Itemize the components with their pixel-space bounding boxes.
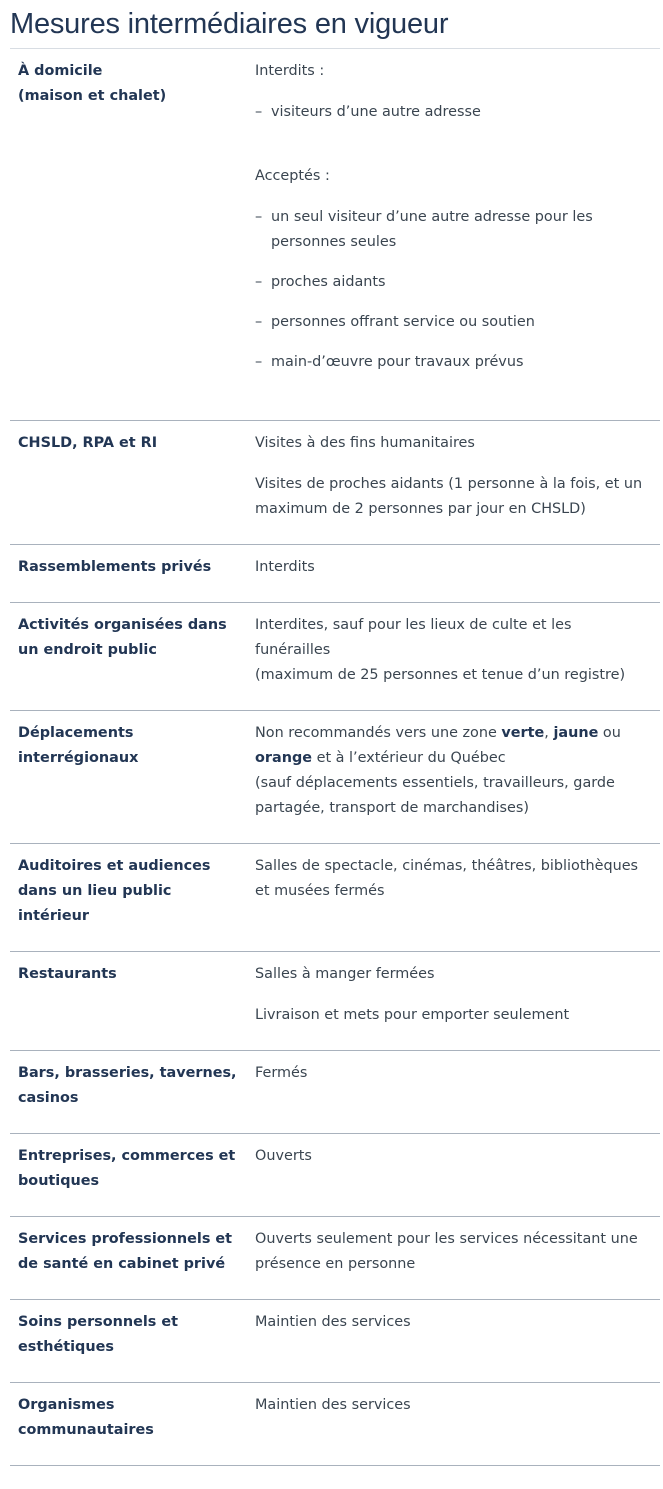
list-item-text: visiteurs d’une autre adresse [271, 104, 481, 120]
table-row-activites [10, 602, 660, 710]
table-row-domicile [10, 48, 660, 420]
zone-jaune: jaune [553, 725, 599, 741]
table-row-auditoires [10, 843, 660, 951]
row-label-line: casinos [18, 1090, 79, 1106]
table-row-restaurants [10, 951, 660, 1050]
row-label [10, 844, 247, 951]
row-text-line: Interdites, sauf pour les lieux de culte et les [255, 617, 572, 633]
table-row-soins [10, 1299, 660, 1382]
row-label [10, 49, 247, 420]
list-item [255, 270, 654, 295]
table-row-chsld [10, 420, 660, 544]
row-label-line: esthétiques [18, 1339, 114, 1355]
row-text: Maintien des services [255, 1397, 411, 1413]
dash-bullet-icon: – [255, 274, 263, 290]
row-label-line: (maison et chalet) [18, 88, 167, 104]
dash-bullet-icon: – [255, 104, 263, 120]
row-content [247, 952, 660, 1050]
row-content [247, 1051, 660, 1133]
text-fragment: ou [598, 725, 621, 741]
table-row-bars [10, 1050, 660, 1133]
table-row-rassemblements [10, 544, 660, 602]
row-label [10, 1051, 247, 1133]
row-label [10, 952, 247, 1050]
row-text-line [255, 721, 654, 746]
table-row-organismes [10, 1382, 660, 1466]
row-text-line: Salles de spectacle, cinémas, théâtres, bibliothèques [255, 858, 639, 874]
row-text-line: Visites de proches aidants (1 personne à la fois, et un [255, 476, 643, 492]
row-text-line: maximum de 2 personnes par jour en CHSLD) [255, 501, 586, 517]
row-content [247, 545, 660, 602]
list-item [255, 205, 654, 255]
dash-bullet-icon: – [255, 209, 263, 225]
row-label-line: Organismes [18, 1397, 115, 1413]
row-text-line: partagée, transport de marchandises) [255, 800, 529, 816]
row-content [247, 1300, 660, 1382]
row-content [247, 1217, 660, 1299]
table-row-deplacements [10, 710, 660, 843]
list-item-text: personnes seules [271, 234, 397, 250]
row-text-line: présence en personne [255, 1256, 416, 1272]
row-label-line: Soins personnels et [18, 1314, 179, 1330]
zone-orange: orange [255, 750, 313, 766]
row-text-line: Ouverts seulement pour les services nécessitant une [255, 1231, 638, 1247]
row-text [255, 472, 654, 522]
list-item [255, 100, 654, 125]
row-label-line: Déplacements [18, 725, 134, 741]
row-label-line: communautaires [18, 1422, 154, 1438]
table-row-services-pro [10, 1216, 660, 1299]
row-content [247, 1383, 660, 1465]
row-label-line: boutiques [18, 1173, 100, 1189]
row-text: Fermés [255, 1065, 308, 1081]
row-label [10, 603, 247, 710]
row-text-line: funérailles [255, 642, 331, 658]
row-label-line: Activités organisées dans [18, 617, 227, 633]
row-text-line: et musées fermés [255, 883, 385, 899]
list-item-text: personnes offrant service ou soutien [271, 314, 535, 330]
text-fragment: Non recommandés vers une zone [255, 725, 502, 741]
row-label-line: CHSLD, RPA et RI [18, 435, 158, 451]
accepted-list [255, 205, 654, 375]
row-label-line: À domicile [18, 63, 103, 79]
row-label-line: intérieur [18, 908, 89, 924]
forbidden-heading: Interdits : [255, 63, 325, 79]
row-text-line [255, 746, 654, 771]
row-text: Ouverts [255, 1148, 312, 1164]
row-label [10, 1134, 247, 1216]
row-label [10, 1217, 247, 1299]
row-text: Maintien des services [255, 1314, 411, 1330]
row-content [247, 711, 660, 843]
measures-table [10, 48, 660, 1466]
row-label [10, 1383, 247, 1465]
row-label [10, 545, 247, 602]
row-label [10, 421, 247, 544]
row-label-line: dans un lieu public [18, 883, 172, 899]
row-label-line: Services professionnels et [18, 1231, 233, 1247]
row-text-line: (sauf déplacements essentiels, travailleurs, garde [255, 775, 615, 791]
list-item-text: un seul visiteur d’une autre adresse pour les [271, 209, 593, 225]
row-label [10, 711, 247, 843]
zone-verte: verte [501, 725, 545, 741]
row-content [247, 844, 660, 951]
row-label [10, 1300, 247, 1382]
row-label-line: Rassemblements privés [18, 559, 212, 575]
row-label-line: Restaurants [18, 966, 117, 982]
row-label-line: un endroit public [18, 642, 157, 658]
row-label-line: interrégionaux [18, 750, 139, 766]
accepted-heading: Acceptés : [255, 168, 330, 184]
row-label-line: Bars, brasseries, tavernes, [18, 1065, 237, 1081]
text-fragment: et à l’extérieur du Québec [312, 750, 506, 766]
row-text: Visites à des fins humanitaires [255, 435, 475, 451]
row-content [247, 49, 660, 420]
row-label-line: de santé en cabinet privé [18, 1256, 226, 1272]
list-item-text: main-d’œuvre pour travaux prévus [271, 354, 524, 370]
dash-bullet-icon: – [255, 314, 263, 330]
row-label-line: Entreprises, commerces et [18, 1148, 236, 1164]
row-content [247, 603, 660, 710]
forbidden-list [255, 100, 654, 125]
dash-bullet-icon: – [255, 354, 263, 370]
table-row-entreprises [10, 1133, 660, 1216]
row-label-line: Auditoires et audiences [18, 858, 211, 874]
row-text: Interdits [255, 559, 315, 575]
row-text: Livraison et mets pour emporter seulement [255, 1007, 570, 1023]
list-item [255, 350, 654, 375]
row-content [247, 421, 660, 544]
list-item-text: proches aidants [271, 274, 386, 290]
row-text-line: (maximum de 25 personnes et tenue d’un registre) [255, 667, 626, 683]
row-content [247, 1134, 660, 1216]
row-text: Salles à manger fermées [255, 966, 435, 982]
page-title: Mesures intermédiaires en vigueur [10, 8, 449, 40]
list-item [255, 310, 654, 335]
text-fragment: , [544, 725, 554, 741]
